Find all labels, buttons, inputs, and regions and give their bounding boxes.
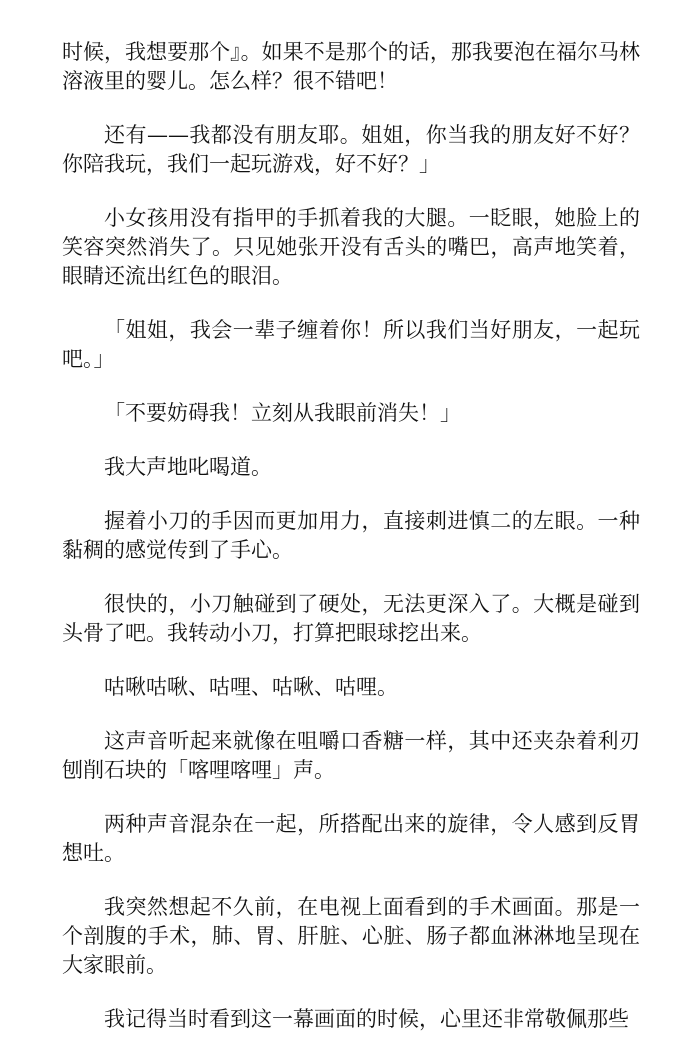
paragraph-3: 小女孩用没有指甲的手抓着我的大腿。一眨眼，她脸上的笑容突然消失了。只见她张开没有舌头的嘴巴，高声地笑着，眼睛还流出红色的眼泪。 <box>62 206 640 288</box>
paragraph-12: 我突然想起不久前，在电视上面看到的手术画面。那是一个剖腹的手术，肺、胃、肝脏、心脏、肠子都血淋淋地呈现在大家眼前。 <box>62 895 640 977</box>
paragraph-6: 我大声地叱喝道。 <box>104 455 272 479</box>
paragraph-9: 咕啾咕啾、咕哩、咕啾、咕哩。 <box>104 675 398 699</box>
paragraph-7: 握着小刀的手因而更加用力，直接刺进慎二的左眼。一种黏稠的感觉传到了手心。 <box>62 509 640 562</box>
paragraph-11: 两种声音混杂在一起，所搭配出来的旋律，令人感到反胃想吐。 <box>62 812 640 865</box>
paragraph-5: 「不要妨碍我！立刻从我眼前消失！」 <box>104 401 461 425</box>
paragraph-2: 还有——我都没有朋友耶。姐姐，你当我的朋友好不好？你陪我玩，我们一起玩游戏，好不好？」 <box>62 123 640 176</box>
paragraph-8: 很快的，小刀触碰到了硬处，无法更深入了。大概是碰到头骨了吧。我转动小刀，打算把眼球挖出来。 <box>62 592 640 645</box>
paragraph-1: 时候，我想要那个』。如果不是那个的话，那我要泡在福尔马林溶液里的婴儿。怎么样？很不错吧！ <box>62 40 640 93</box>
document-page <box>62 38 640 1059</box>
paragraph-4: 「姐姐，我会一辈子缠着你！所以我们当好朋友，一起玩吧。」 <box>62 318 640 371</box>
paragraph-10: 这声音听起来就像在咀嚼口香糖一样，其中还夹杂着利刃刨削石块的「喀哩喀哩」声。 <box>62 729 640 782</box>
paragraph-13: 我记得当时看到这一幕画面的时候，心里还非常敬佩那些 <box>104 1007 629 1031</box>
